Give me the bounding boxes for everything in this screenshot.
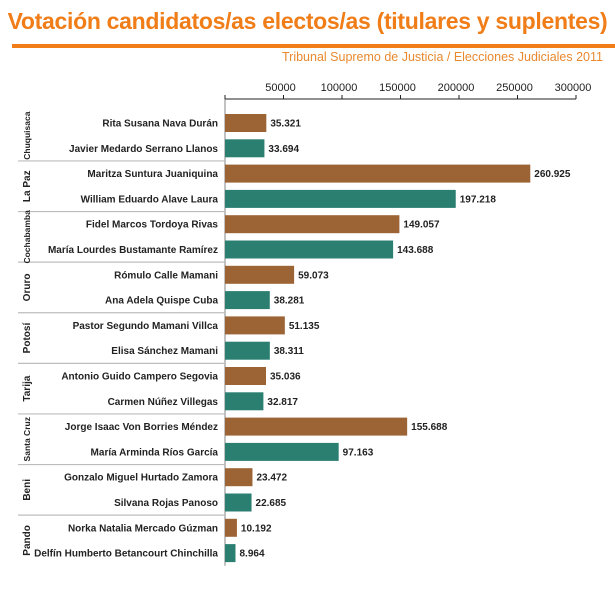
group-separators <box>18 161 225 515</box>
bar <box>225 241 393 259</box>
bar <box>225 494 252 512</box>
candidate-label: Silvana Rojas Panoso <box>114 498 218 509</box>
candidate-label: Rómulo Calle Mamani <box>114 270 218 282</box>
data-label: 59.073 <box>298 270 329 282</box>
department-label: Tarija <box>22 375 33 402</box>
data-label: 38.311 <box>273 346 304 358</box>
candidate-label: Javier Medardo Serrano Llanos <box>69 143 218 155</box>
bar <box>225 139 264 157</box>
candidate-label: Elisa Sánchez Mamani <box>111 346 218 358</box>
data-label: 38.281 <box>273 295 305 307</box>
chart-subtitle: Tribunal Supremo de Justicia / Elecciones Judiciales 2011 <box>281 50 603 64</box>
candidate-label: William Eduardo Alave Laura <box>80 194 218 206</box>
candidate-label: Ana Adela Quispe Cuba <box>105 295 218 307</box>
data-label: 10.192 <box>240 523 272 535</box>
candidate-label: Delfín Humberto Betancourt Chinchilla <box>34 548 218 560</box>
candidate-label: Norka Natalia Mercado Gúzman <box>67 523 218 535</box>
x-tick-label: 150000 <box>379 82 416 94</box>
department-label: La Paz <box>22 170 33 203</box>
bar <box>225 519 237 537</box>
department-label: Oruro <box>22 273 33 302</box>
x-tick-label: 100000 <box>320 82 358 94</box>
x-tick-label: 50000 <box>265 82 296 94</box>
department-label: Chuquisaca <box>22 111 32 160</box>
candidate-label: María Arminda Ríos García <box>90 447 218 459</box>
bar <box>225 215 399 233</box>
data-label: 22.685 <box>255 498 287 509</box>
data-label: 32.817 <box>267 396 298 408</box>
data-label: 149.057 <box>403 219 440 231</box>
department-label: Cochabamba <box>22 210 32 264</box>
department-label: Santa Cruz <box>22 417 32 462</box>
data-label: 51.135 <box>288 320 320 332</box>
candidate-label: María Lourdes Bustamante Ramírez <box>47 245 218 256</box>
department-label: Beni <box>22 479 33 501</box>
candidate-label: Pastor Segundo Mamani Villca <box>72 320 218 332</box>
data-label: 97.163 <box>342 447 374 459</box>
candidate-label: Gonzalo Miguel Hurtado Zamora <box>64 472 218 484</box>
data-label: 33.694 <box>268 143 300 155</box>
bar <box>225 190 456 208</box>
data-label: 8.964 <box>239 548 265 560</box>
candidate-label: Antonio Guido Campero Segovia <box>61 371 218 383</box>
x-tick-label: 200000 <box>437 82 475 94</box>
bar <box>225 468 252 486</box>
bar <box>225 367 266 385</box>
data-label: 35.321 <box>270 118 301 130</box>
bar <box>225 165 530 183</box>
department-labels <box>22 111 33 555</box>
bar <box>225 443 339 461</box>
bar <box>225 266 294 284</box>
data-label: 197.218 <box>459 194 496 206</box>
candidate-label: Rita Susana Nava Durán <box>102 118 218 130</box>
candidate-label: Carmen Núñez Villegas <box>107 396 218 408</box>
bar <box>225 114 266 132</box>
bar <box>225 316 285 334</box>
data-label: 35.036 <box>269 371 301 383</box>
bar <box>225 544 235 562</box>
bar <box>225 291 270 309</box>
candidate-label: Maritza Suntura Juaniquina <box>87 169 218 181</box>
x-tick-label: 300000 <box>554 82 592 94</box>
data-label: 155.688 <box>411 422 448 434</box>
candidate-label: Fidel Marcos Tordoya Rivas <box>85 219 218 231</box>
department-label: Pando <box>22 525 33 556</box>
data-label: 143.688 <box>397 245 434 256</box>
candidate-rows <box>34 114 571 562</box>
bar <box>225 392 263 410</box>
data-label: 23.472 <box>256 472 288 484</box>
bar <box>225 342 270 360</box>
chart-title: Votación candidatos/as electos/as (titulares y suplentes) <box>7 8 608 34</box>
department-label: Potosí <box>22 322 33 354</box>
candidate-label: Jorge Isaac Von Borries Méndez <box>64 422 218 434</box>
bar <box>225 418 407 436</box>
data-label: 260.925 <box>534 169 571 181</box>
x-tick-label: 250000 <box>496 82 533 94</box>
